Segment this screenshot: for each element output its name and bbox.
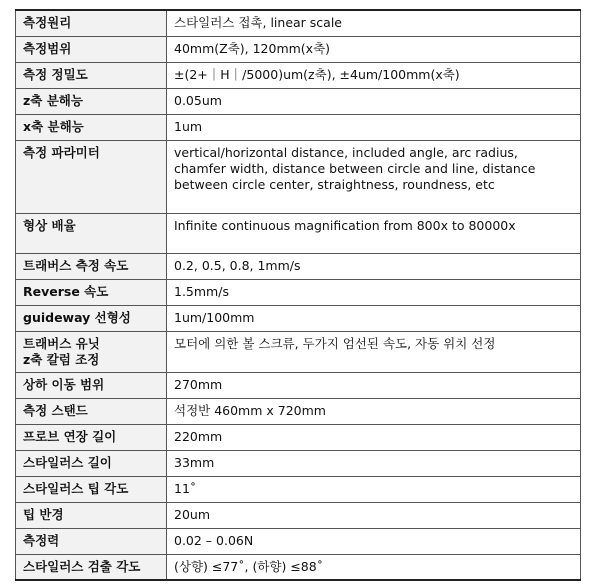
row-value: 석정반 460mm x 720mm	[167, 398, 581, 424]
table-row	[16, 140, 581, 213]
row-value: 11˚	[167, 476, 581, 502]
row-value: 0.05um	[167, 88, 581, 114]
row-label: 측정원리	[16, 10, 167, 36]
row-label: 측정 스탠드	[16, 398, 167, 424]
row-value: 40mm(Z축), 120mm(x축)	[167, 36, 581, 62]
table-row	[16, 305, 581, 331]
row-label: 스타일러스 길이	[16, 450, 167, 476]
row-label: 측정범위	[16, 36, 167, 62]
row-value: 0.2, 0.5, 0.8, 1mm/s	[167, 253, 581, 279]
row-label: 트래버스 유닛 z축 칼럼 조정	[16, 331, 167, 372]
row-value: 20um	[167, 502, 581, 528]
row-value: 0.02 – 0.06N	[167, 528, 581, 554]
row-value: 1.5mm/s	[167, 279, 581, 305]
row-label: 측정 파라미터	[16, 140, 167, 213]
table-row	[16, 398, 581, 424]
table-row	[16, 424, 581, 450]
table-row	[16, 476, 581, 502]
row-label: Reverse 속도	[16, 279, 167, 305]
row-value: 270mm	[167, 372, 581, 398]
table-row	[16, 114, 581, 140]
row-label: x축 분해능	[16, 114, 167, 140]
row-value: 1um	[167, 114, 581, 140]
row-label: 프로브 연장 길이	[16, 424, 167, 450]
row-label: 측정력	[16, 528, 167, 554]
row-value: (상향) ≤77˚, (하향) ≤88˚	[167, 554, 581, 580]
table-row	[16, 502, 581, 528]
row-label: 트래버스 측정 속도	[16, 253, 167, 279]
row-value: 모터에 의한 볼 스크류, 두가지 엄선된 속도, 자동 위치 선정	[167, 331, 581, 372]
row-label: 팁 반경	[16, 502, 167, 528]
row-value: 220mm	[167, 424, 581, 450]
row-value: vertical/horizontal distance, included angle, arc radius, chamfer width, distance between circle and line, distance between circle center, straightness, roundness, etc	[167, 140, 581, 213]
spec-table	[15, 9, 581, 581]
table-row	[16, 279, 581, 305]
row-label: 상하 이동 범위	[16, 372, 167, 398]
table-row	[16, 372, 581, 398]
row-value: 스타일러스 접촉, linear scale	[167, 10, 581, 36]
table-row	[16, 528, 581, 554]
spec-table-body	[16, 10, 581, 580]
table-row	[16, 36, 581, 62]
table-row	[16, 213, 581, 253]
row-label: 스타일러스 검출 각도	[16, 554, 167, 580]
table-row	[16, 450, 581, 476]
row-label: guideway 선형성	[16, 305, 167, 331]
row-value: ±(2+｜H｜/5000)um(z축), ±4um/100mm(x축)	[167, 62, 581, 88]
row-label: 측정 정밀도	[16, 62, 167, 88]
row-label: z축 분해능	[16, 88, 167, 114]
row-label: 형상 배율	[16, 213, 167, 253]
table-row	[16, 253, 581, 279]
row-value: 1um/100mm	[167, 305, 581, 331]
table-row	[16, 88, 581, 114]
row-label: 스타일러스 팁 각도	[16, 476, 167, 502]
table-row	[16, 10, 581, 36]
row-value: Infinite continuous magnification from 800x to 80000x	[167, 213, 581, 253]
table-row	[16, 331, 581, 372]
table-row	[16, 62, 581, 88]
table-row	[16, 554, 581, 580]
row-value: 33mm	[167, 450, 581, 476]
